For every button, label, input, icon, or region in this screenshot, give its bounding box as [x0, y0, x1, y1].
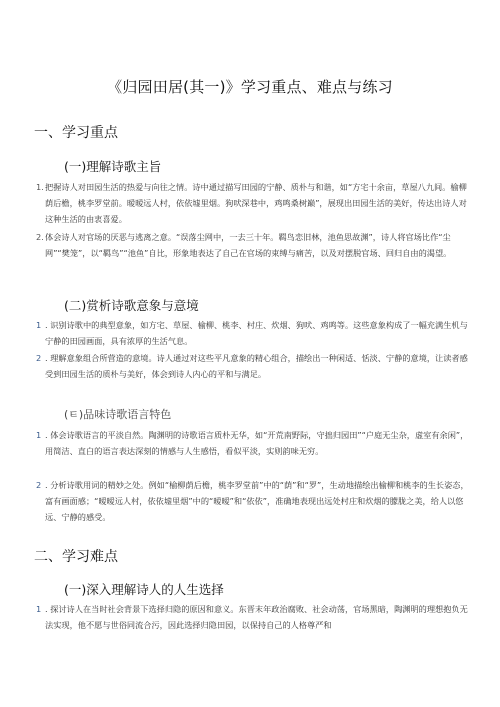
item-text: . 理解意象组合所营造的意境。诗人通过对这些平凡意象的精心组合，描绘出一种闲适、恬淡、宁静的意境，让读者感受到田园生活的质朴与美好，体会到诗人内心的平和与满足。 [45, 353, 468, 379]
item-text: . 体会诗歌语言的平淡自然。陶渊明的诗歌语言质朴无华，如“开荒南野际，守拙归园田”“户庭无尘杂，虚室有余闲”，用简洁、直白的语言表达深刻的情感与人生感悟，看似平淡，实则韵味无穷。 [45, 430, 469, 456]
item-number: 1 [36, 604, 42, 614]
list-item [36, 229, 472, 261]
item-number: 1. [36, 182, 44, 192]
subsection-heading-theme: (一)理解诗歌主旨 [64, 159, 162, 174]
list-item [36, 317, 472, 349]
list-item [36, 179, 472, 227]
list-item [36, 350, 472, 382]
subsection-heading-imagery: (二)赏析诗歌意象与意境 [64, 298, 199, 313]
list-item [36, 427, 472, 459]
item-text: . 识别诗歌中的典型意象，如方宅、草屋、榆柳、桃李、村庄、炊烟、狗吠、鸡鸣等。这些意象构成了一幅充满生机与宁静的田园画面，具有浓厚的生活气息。 [45, 320, 468, 346]
document-title: 《归园田居(其一)》学习重点、难点与练习 [107, 78, 393, 96]
list-item [36, 477, 472, 525]
item-number: 1 [36, 430, 42, 440]
subsection-heading-language: (ㅌ)品味诗歌语言特色 [64, 408, 172, 421]
item-number: 2 [36, 353, 42, 363]
section-heading-key-points: 一、学习重点 [34, 125, 118, 141]
list-item [36, 601, 472, 633]
item-number: 2 [36, 480, 42, 490]
item-text: . 分析诗歌用词的精妙之处。例如“榆柳荫后檐，桃李罗堂前”中的“荫”和“罗”，生动地描绘出榆柳和桃李的生长姿态，富有画面感；“暧暧远人村，依依墟里烟”中的“暧暧”和“依依”，准确地表现出远处村庄和炊烟的朦胧之美，给人以悠远、宁静的感受。 [45, 480, 469, 522]
item-number: 1 [36, 320, 42, 330]
item-text: 把握诗人对田园生活的热爱与向往之情。诗中通过描写田园的宁静、质朴与和谐，如“方宅十余亩，草屋八九间。榆柳荫后檐，桃李罗堂前。暧暧远人村，依依墟里烟。狗吠深巷中，鸡鸣桑树巅”，展现出田园生活的美好，传达出诗人对这种生活的由衷喜爱。 [45, 182, 467, 224]
item-text: 体会诗人对官场的厌恶与逃离之意。“误落尘网中，一去三十年。羁鸟恋旧林，池鱼思故渊”，诗人将官场比作“尘网”“樊笼”，以“羁鸟”“池鱼”自比，形象地表达了自己在官场的束缚与痛苦，以及对摆脱官场、回归自由的渴望。 [45, 232, 452, 258]
item-text: . 探讨诗人在当时社会背景下选择归隐的原因和意义。东晋末年政治腐败、社会动荡，官场黑暗，陶渊明的理想抱负无法实现，他不愿与世俗同流合污，因此选择归隐田园，以保持自己的人格尊严和 [45, 604, 468, 630]
subsection-heading-life-choice: (一)深入理解诗人的人生选择 [64, 582, 224, 597]
section-heading-difficulties: 二、学习难点 [34, 549, 118, 565]
item-number: 2. [36, 232, 44, 242]
